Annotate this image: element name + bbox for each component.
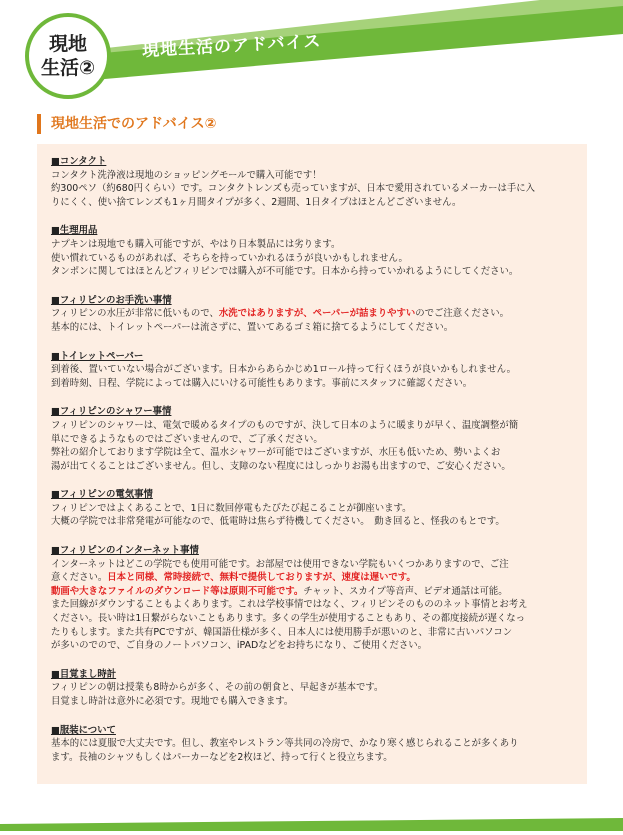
electric-line-2: 大概の学院では非常発電が可能なので、低電時は焦らず待機してください。 動き回ると、怪我のもとです。 <box>51 516 505 528</box>
shower-line-2: 単にできるようなものではございませんので、ご了承ください。 <box>51 433 323 445</box>
shower-section <box>51 405 576 473</box>
clothes-line-2: ます。長袖のシャツもしくはパーカーなどを2枚ほど、持って行くと役立ちます。 <box>51 751 393 763</box>
sanitary-section <box>51 224 576 278</box>
alarm-section <box>51 668 576 709</box>
alarm-line-2: 目覚まし時計は意外に必須です。現地でも購入できます。 <box>51 696 294 707</box>
sanitary-line-2: 使い慣れているものがあれば、そちらを持っていかれるほうが良いかもしれません。 <box>51 252 408 264</box>
section-title: 現地生活でのアドバイス② <box>37 114 216 134</box>
toilet-heading: ■フィリピンのお手洗い事情 <box>51 294 172 306</box>
internet-line-4: また回線がダウンすることもよくあります。これは学校事情ではなく、フィリピンそのもののネット事情とお考え <box>51 599 528 611</box>
toilet-warning: 水洗ではありますが、ペーパーが詰まりやすい <box>218 308 416 320</box>
contact-line-3: りにくく、使い捨てレンズも1ヶ月間タイプが多く、2週間、1日タイプはほとんどございません。 <box>51 196 462 208</box>
internet-line-7: が多いのでので、ご自身のノートパソコン、iPADなどをお持ちになり、ご使用ください。 <box>51 640 427 652</box>
contact-line-1: コンタクト洗浄液は現地のショッピングモールで購入可能です！ <box>51 169 322 181</box>
paper-line-2: 到着時刻、日程、学院によっては購入にいける可能性もあります。事前にスタッフに確認ください。 <box>51 377 473 389</box>
internet-line-5: ください。長い時は1日繋がらないこともあります。多くの学生が使用することもあり、その都度接続が遅くなっ <box>51 613 525 625</box>
internet-line-3-b: チャット、スカイプ等音声、ビデオ通話は可能。 <box>303 585 508 597</box>
internet-line-2 <box>51 571 576 585</box>
banner-title: 現地生活のアドバイス <box>141 31 322 61</box>
toilet-line-1-b: のでご注意ください。 <box>415 308 510 320</box>
internet-line-6: たりもします。また共有PCですが、韓国語仕様が多く、日本人には使用勝手が悪いのと、非常に古いパソコン <box>51 626 513 638</box>
electric-section <box>51 488 576 529</box>
toilet-line-1 <box>51 307 576 321</box>
internet-line-1: インターネットはどこの学院でも使用可能です。お部屋では使用できない学院もいくつかありますので、ご注 <box>51 558 509 570</box>
internet-heading: ■フィリピンのインターネット事情 <box>51 545 199 557</box>
paper-section <box>51 350 576 391</box>
internet-warning-2: 動画や大きなファイルのダウンロード等は原則不可能です。 <box>51 585 304 597</box>
toilet-section <box>51 294 576 335</box>
contact-section <box>51 155 576 209</box>
shower-line-4: 湯が出てくることはございません。但し、支障のない程度にはしっかりお湯も出ますので、ご安心ください。 <box>51 460 511 472</box>
badge-line-1: 現地 <box>48 33 87 55</box>
shower-line-3: 弊社の紹介しております学院は全て、温水シャワーが可能ではございますが、水圧も低いため、勢いよくお <box>51 447 501 459</box>
toilet-line-2: 基本的には、トイレットペーパーは流さずに、置いてあるゴミ箱に捨てるようにしてください。 <box>51 321 454 333</box>
alarm-heading: ■目覚まし時計 <box>51 668 117 680</box>
internet-line-3 <box>51 585 576 599</box>
internet-warning-1: 日本と同様、常時接続で、無料で提供しておりますが、速度は遅いです。 <box>107 572 416 584</box>
contact-heading: ■コンタクト <box>51 156 107 167</box>
sanitary-line-3: タンポンに関してはほとんどフィリピンでは購入が不可能です。日本から持っていかれるようにしてください。 <box>51 266 519 278</box>
toilet-line-1-a: フィリピンの水圧が非常に低いもので、 <box>51 308 219 320</box>
badge-line-2: 生活② <box>40 57 96 79</box>
sanitary-line-1: ナプキンは現地でも購入可能ですが、やはり日本製品には劣ります。 <box>51 238 341 250</box>
alarm-line-1: フィリピンの朝は授業も8時からが多く、その前の朝食と、早起きが基本です。 <box>51 682 384 694</box>
paper-heading: ■トイレットペーパー <box>51 350 144 362</box>
footer-stripe <box>0 816 623 831</box>
sanitary-heading: ■生理用品 <box>51 225 98 237</box>
shower-heading: ■フィリピンのシャワー事情 <box>51 406 172 418</box>
clothes-section <box>51 724 576 765</box>
green-footer-shape <box>0 816 623 831</box>
clothes-line-1: 基本的には夏服で大丈夫です。但し、教室やレストラン等共同の冷房で、かなり寒く感じられることが多くあり <box>51 738 519 750</box>
internet-line-2-a: 意ください。 <box>51 572 108 584</box>
paper-line-1: 到着後、置いていない場合がございます。日本からあらかじめ1ロール持って行くほうが良いかもしれません。 <box>51 364 516 376</box>
shower-line-1: フィリピンのシャワーは、電気で暖めるタイプのものですが、決して日本のように暖まりが早く、温度調整が簡 <box>51 419 519 431</box>
electric-heading: ■フィリピンの電気事情 <box>51 489 153 501</box>
clothes-heading: ■服装について <box>51 724 116 736</box>
internet-section <box>51 544 576 653</box>
contact-line-2: 約300ペソ（約680円くらい）です。コンタクトレンズも売っていますが、日本で愛用されているメーカーは手に入 <box>51 183 535 195</box>
section-badge <box>25 13 111 99</box>
advice-content <box>51 155 576 779</box>
electric-line-1: フィリピンではよくあることで、1日に数回停電もたびたび起こることが御座います。 <box>51 502 412 514</box>
